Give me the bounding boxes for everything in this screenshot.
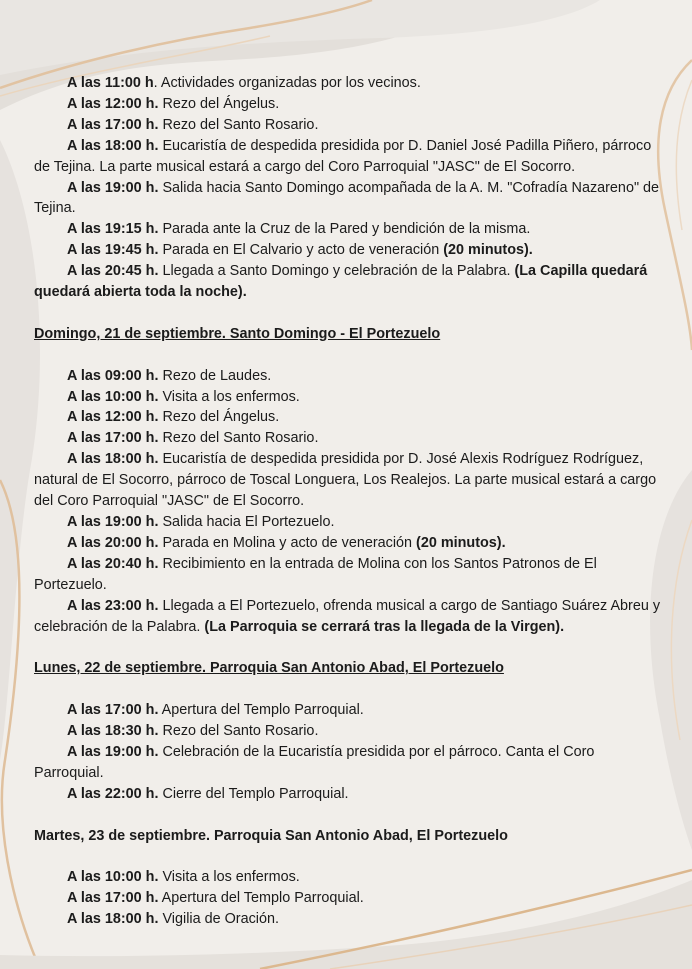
item-time: A las 19:00 h. <box>67 514 159 530</box>
item-time: A las 22:00 h. <box>67 785 159 802</box>
item-time: A las 09:00 h. <box>67 367 159 384</box>
item-time: A las 12:00 h. <box>67 95 159 112</box>
item-description: Recibimiento en la entrada de Molina con los Santos Patronos de El Portezuelo. <box>34 555 597 593</box>
schedule-item <box>34 428 664 449</box>
item-time: A las 11:00 h <box>67 75 154 91</box>
section-spacer <box>34 805 664 826</box>
item-description: Cierre del Templo Parroquial. <box>162 785 349 802</box>
item-description: Actividades organizadas por los vecinos. <box>160 75 421 91</box>
section-title: Domingo, 21 de septiembre. Santo Domingo - El Portezuelo <box>34 325 441 342</box>
schedule-item <box>34 554 664 596</box>
section-spacer <box>34 846 664 867</box>
item-time: A las 19:45 h. <box>67 242 159 259</box>
item-time: A las 19:00 h. <box>67 743 159 760</box>
item-time: A las 20:45 h. <box>67 263 159 280</box>
item-time: A las 10:00 h. <box>67 388 159 405</box>
schedule-item <box>34 909 664 930</box>
item-description: Rezo del Santo Rosario. <box>162 430 319 447</box>
schedule-item <box>34 449 664 512</box>
item-description: Parada en Molina y acto de veneración <box>162 534 417 551</box>
item-description: Llegada a Santo Domingo y celebración de la Palabra. <box>162 263 515 280</box>
schedule-item <box>34 387 664 408</box>
schedule-item <box>34 136 664 178</box>
item-description: Apertura del Templo Parroquial. <box>161 702 364 719</box>
schedule-item <box>34 219 664 240</box>
item-time: A las 10:00 h. <box>67 869 159 886</box>
section-spacer <box>34 345 664 366</box>
item-time: A las 17:00 h. <box>67 702 159 719</box>
item-description: Apertura del Templo Parroquial. <box>161 890 364 907</box>
item-time: A las 18:00 h. <box>67 451 159 468</box>
item-description: Celebración de la Eucaristía presidida por el párroco. Canta el Coro Parroquial. <box>34 743 595 781</box>
schedule-item <box>34 73 664 94</box>
item-description: Rezo del Ángelus. <box>162 95 280 112</box>
item-description: Eucaristía de despedida presidida por D. Daniel José Padilla Piñero, párroco de Tejina. La parte musical estará a cargo del Coro Parroquial "JASC" de El Socorro. <box>34 137 652 175</box>
item-note: (La Capilla quedará quedará abierta toda la noche). <box>34 263 648 301</box>
schedule-item <box>34 94 664 115</box>
item-description: Rezo de Laudes. <box>162 367 272 384</box>
item-description: Eucaristía de despedida presidida por D. José Alexis Rodríguez Rodríguez, natural de El Socorro, párroco de Toscal Longuera, Los Realejos. La parte musical estará a cargo del Coro Parroquial "JASC" de El Socorro. <box>34 451 657 510</box>
item-time: A las 17:00 h. <box>67 116 159 133</box>
item-note: (20 minutos). <box>443 242 533 259</box>
item-time: A las 18:30 h. <box>67 723 159 740</box>
schedule-item <box>34 888 664 909</box>
item-description: Salida hacia Santo Domingo acompañada de la A. M. "Cofradía Nazareno" de Tejina. <box>34 179 660 217</box>
item-description: Rezo del Santo Rosario. <box>162 723 319 740</box>
item-time: A las 18:00 h. <box>67 137 159 154</box>
schedule-item <box>34 867 664 888</box>
item-description: Llegada a El Portezuelo, ofrenda musical a cargo de Santiago Suárez Abreu y celebración de la Palabra. <box>34 597 661 635</box>
schedule-item <box>34 366 664 387</box>
item-description: Visita a los enfermos. <box>162 388 300 405</box>
item-description: Visita a los enfermos. <box>162 869 300 886</box>
schedule-item <box>34 533 664 554</box>
schedule-item <box>34 596 664 638</box>
section-spacer <box>34 637 664 658</box>
item-time: A las 17:00 h. <box>67 430 159 447</box>
item-time: A las 17:00 h. <box>67 890 159 907</box>
item-description: Rezo del Santo Rosario. <box>162 116 319 133</box>
section-title: Martes, 23 de septiembre. Parroquia San Antonio Abad, El Portezuelo <box>34 827 508 844</box>
schedule-document <box>34 73 664 930</box>
section-title: Lunes, 22 de septiembre. Parroquia San Antonio Abad, El Portezuelo <box>34 660 504 677</box>
item-note: (La Parroquia se cerrará tras la llegada de la Virgen). <box>204 618 565 635</box>
item-note: (20 minutos). <box>416 534 506 551</box>
section-spacer <box>34 679 664 700</box>
schedule-item <box>34 178 664 220</box>
item-description: Parada en El Calvario y acto de veneración <box>162 242 444 259</box>
schedule-item <box>34 240 664 261</box>
section-spacer <box>34 303 664 324</box>
item-time: A las 23:00 h. <box>67 597 159 614</box>
item-time: A las 19:00 h. <box>67 179 159 196</box>
schedule-item <box>34 512 664 533</box>
schedule-item <box>34 261 664 303</box>
item-separator: . <box>153 75 161 91</box>
item-description: Parada ante la Cruz de la Pared y bendición de la misma. <box>162 221 531 238</box>
schedule-item <box>34 784 664 805</box>
item-description: Rezo del Ángelus. <box>162 409 280 426</box>
schedule-item <box>34 407 664 428</box>
item-description: Vigilia de Oración. <box>162 911 279 928</box>
item-time: A las 12:00 h. <box>67 409 159 426</box>
item-description: Salida hacia El Portezuelo. <box>162 514 335 530</box>
gold-swirl-right-2 <box>676 80 692 230</box>
item-time: A las 19:15 h. <box>67 221 159 238</box>
item-time: A las 20:40 h. <box>67 555 159 572</box>
item-time: A las 20:00 h. <box>67 534 159 551</box>
schedule-item <box>34 115 664 136</box>
schedule-item <box>34 742 664 784</box>
schedule-item <box>34 700 664 721</box>
schedule-item <box>34 721 664 742</box>
item-time: A las 18:00 h. <box>67 911 159 928</box>
